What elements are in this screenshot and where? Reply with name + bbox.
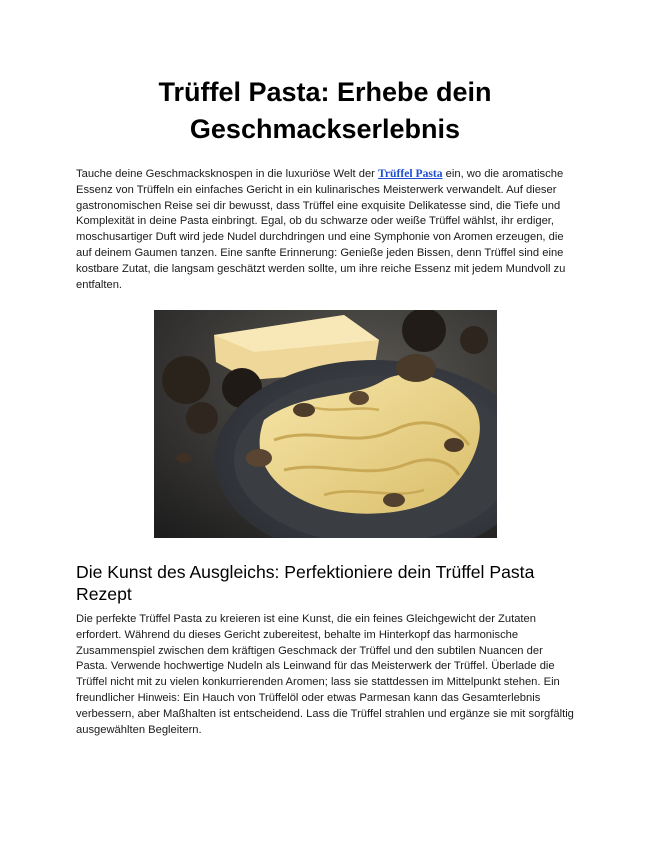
truffle-pasta-photo [154,310,497,538]
intro-paragraph [76,166,574,293]
section-paragraph: Die perfekte Trüffel Pasta zu kreieren ist eine Kunst, die ein feines Gleichgewicht der Zutaten erfordert. Während du dieses Gericht zubereitest, behalte im Hinterkopf das harmonische Zusammenspiel zwischen dem kräftigen Geschmack der Trüffel und den subtilen Nuancen der Pasta. Verwende hochwertige Nudeln als Leinwand für das Meisterwerk der Trüffel. Überlade die Trüffel nicht mit zu vielen konkurrierenden Aromen; lass sie stattdessen im Mittelpunkt stehen. Ein freundlicher Hinweis: Ein Hauch von Trüffelöl oder etwas Parmesan kann das Gesamterlebnis verbessern, aber Maßhalten ist entscheidend. Lass die Trüffel strahlen und ergänze sie mit sorgfältig ausgewählten Begleitern. [76,613,574,736]
page-title: Trüffel Pasta: Erhebe dein Geschmackserlebnis [158,77,492,144]
section-heading: Die Kunst des Ausgleichs: Perfektioniere dein Trüffel Pasta Rezept [76,562,535,604]
intro-text-start: Tauche deine Geschmacksknospen in die luxuriöse Welt der [76,168,379,180]
truffle-pasta-link[interactable]: Trüffel Pasta [378,167,443,180]
intro-text-end: ein, wo die aromatische Essenz von Trüffeln ein einfaches Gericht in ein kulinarisches Meisterwerk verwandelt. Auf dieser gastronomischen Reise sei dir bewusst, dass Trüffel eine exquisite Delikatesse sind, die Tiefe und Komplexität in deine Pasta einbringt. Egal, ob du schwarze oder weiße Trüffel wählst, ihr erdiger, moschusartiger Duft wird jede Nudel durchdringen und eine Symphonie von Aromen erzeugen, die auf deinem Gaumen tanzen. Eine sanfte Erinnerung: Genieße jeden Bissen, denn Trüffel sind eine kostbare Zutat, die langsam geschätzt werden sollte, um ihre reiche Essenz mit jedem Mundvoll zu entfalten. [76,168,566,291]
